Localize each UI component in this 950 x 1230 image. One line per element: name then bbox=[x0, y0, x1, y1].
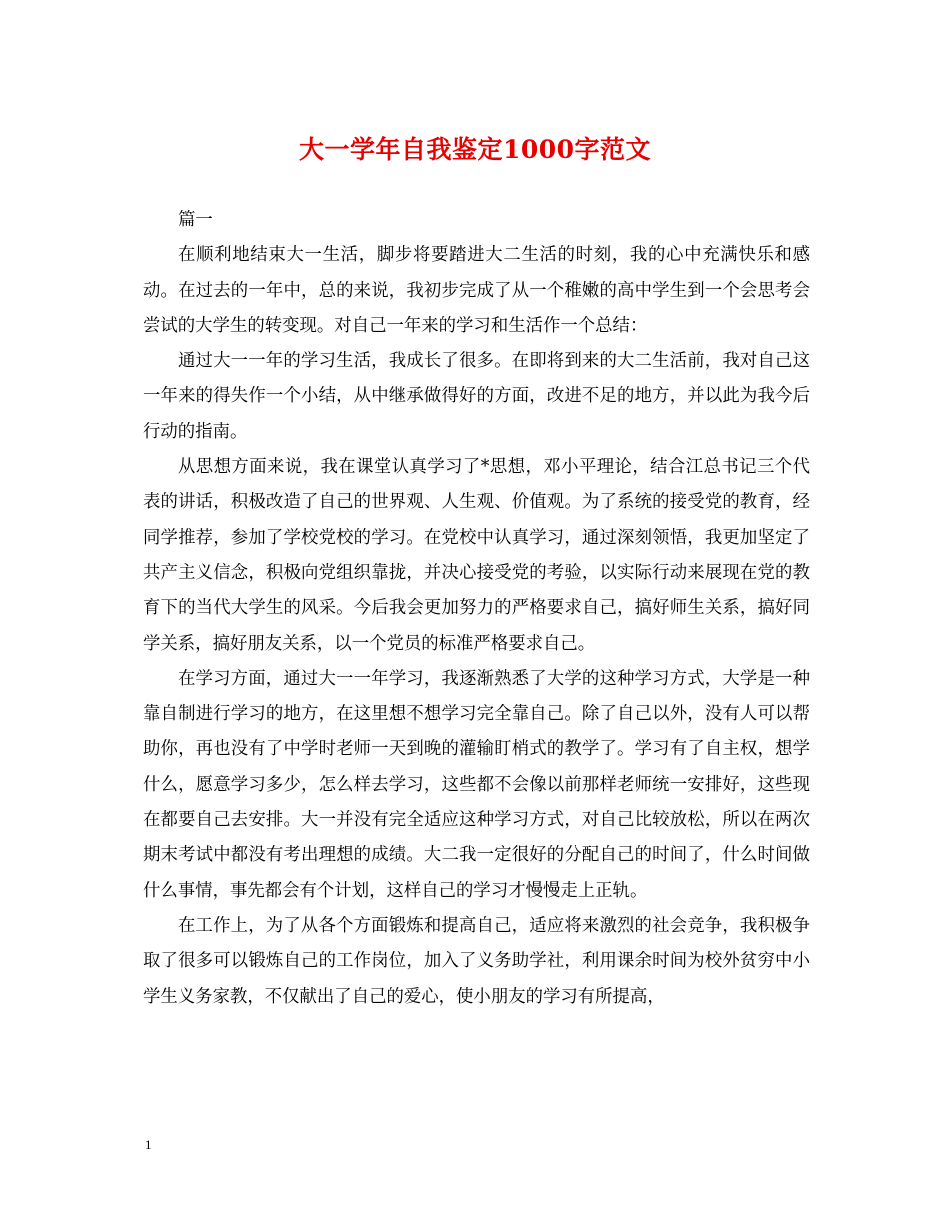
document-body bbox=[143, 203, 810, 1015]
section-heading: 篇一 bbox=[178, 210, 213, 230]
document-title: 大一学年自我鉴定1000字范文 bbox=[298, 135, 652, 164]
page-number: 1 bbox=[145, 1137, 152, 1152]
paragraph-5: 在工作上，为了从各个方面锻炼和提高自己，适应将来激烈的社会竞争，我积极争取了很多可以锻炼自己的工作岗位，加入了义务助学社，利用课余时间为校外贫穷中小学生义务家教，不仅献出了自己的爱心，使小朋友的学习有所提高， bbox=[143, 915, 810, 1007]
paragraph-4: 在学习方面，通过大一一年学习，我逐渐熟悉了大学的这种学习方式，大学是一种靠自制进行学习的地方，在这里想不想学习完全靠自己。除了自己以外，没有人可以帮助你，再也没有了中学时老师一天到晚的灌输盯梢式的教学了。学习有了自主权，想学什么，愿意学习多少，怎么样去学习，这些都不会像以前那样老师统一安排好，这些现在都要自己去安排。大一并没有完全适应这种学习方式，对自己比较放松，所以在两次期末考试中都没有考出理想的成绩。大二我一定很好的分配自己的时间了，什么时间做什么事情，事先都会有个计划，这样自己的学习才慢慢走上正轨。 bbox=[143, 668, 810, 901]
paragraph-3: 从思想方面来说，我在课堂认真学习了*思想，邓小平理论，结合江总书记三个代表的讲话，积极改造了自己的世界观、人生观、价值观。为了系统的接受党的教育，经同学推荐，参加了学校党校的学习。在党校中认真学习，通过深刻领悟，我更加坚定了共产主义信念，积极向党组织靠拢，并决心接受党的考验，以实际行动来展现在党的教育下的当代大学生的风采。今后我会更加努力的严格要求自己，搞好师生关系，搞好同学关系，搞好朋友关系，以一个党员的标准严格要求自己。 bbox=[143, 457, 810, 654]
paragraph-1: 在顺利地结束大一生活，脚步将要踏进大二生活的时刻，我的心中充满快乐和感动。在过去的一年中，总的来说，我初步完成了从一个稚嫩的高中学生到一个会思考会尝试的大学生的转变现。对自己一年来的学习和生活作一个总结： bbox=[143, 245, 810, 336]
paragraph-2: 通过大一一年的学习生活，我成长了很多。在即将到来的大二生活前，我对自己这一年来的得失作一个小结，从中继承做得好的方面，改进不足的地方，并以此为我今后行动的指南。 bbox=[143, 351, 810, 442]
